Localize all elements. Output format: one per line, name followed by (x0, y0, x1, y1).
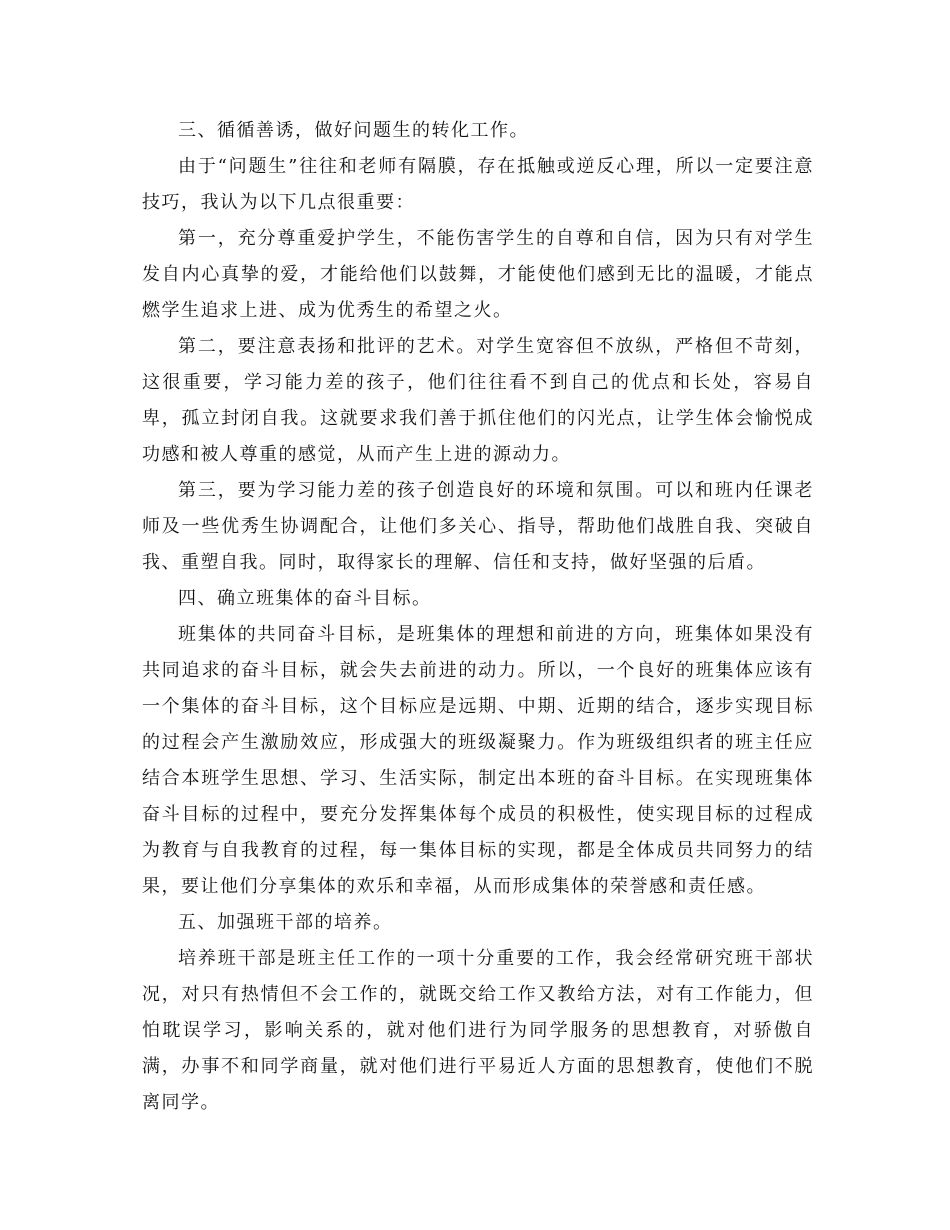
document-body (142, 113, 814, 1121)
paragraph-point-1: 第一，充分尊重爱护学生，不能伤害学生的自尊和自信，因为只有对学生发自内心真挚的爱，才能给他们以鼓舞，才能使他们感到无比的温暖，才能点燃学生追求上进、成为优秀生的希望之火。 (142, 228, 814, 321)
section-heading-3: 三、循循善诱，做好问题生的转化工作。 (178, 120, 529, 141)
paragraph-cadres: 培养班干部是班主任工作的一项十分重要的工作，我会经常研究班干部状况，对只有热情但不会工作的，就既交给工作又教给方法，对有工作能力，但怕耽误学习，影响关系的，就对他们进行为同学服务的思想教育，对骄傲自满，办事不和同学商量，就对他们进行平易近人方面的思想教育，使他们不脱离同学。 (142, 948, 814, 1113)
section-heading-5: 五、加强班干部的培养。 (178, 912, 393, 933)
section-heading-4: 四、确立班集体的奋斗目标。 (178, 588, 432, 609)
paragraph-point-3: 第三，要为学习能力差的孩子创造良好的环境和氛围。可以和班内任课老师及一些优秀生协调配合，让他们多关心、指导，帮助他们战胜自我、突破自我、重塑自我。同时，取得家长的理解、信任和支持，做好坚强的后盾。 (142, 480, 814, 573)
paragraph-point-2: 第二，要注意表扬和批评的艺术。对学生宽容但不放纵，严格但不苛刻，这很重要，学习能力差的孩子，他们往往看不到自己的优点和长处，容易自卑，孤立封闭自我。这就要求我们善于抓住他们的闪光点，让学生体会愉悦成功感和被人尊重的感觉，从而产生上进的源动力。 (142, 336, 814, 465)
paragraph-intro: 由于“问题生”往往和老师有隔膜，存在抵触或逆反心理，所以一定要注意技巧，我认为以下几点很重要： (142, 156, 814, 213)
paragraph-goals: 班集体的共同奋斗目标，是班集体的理想和前进的方向，班集体如果没有共同追求的奋斗目标，就会失去前进的动力。所以，一个良好的班集体应该有一个集体的奋斗目标，这个目标应是远期、中期、近期的结合，逐步实现目标的过程会产生激励效应，形成强大的班级凝聚力。作为班级组织者的班主任应结合本班学生思想、学习、生活实际，制定出本班的奋斗目标。在实现班集体奋斗目标的过程中，要充分发挥集体每个成员的积极性，使实现目标的过程成为教育与自我教育的过程，每一集体目标的实现，都是全体成员共同努力的结果，要让他们分享集体的欢乐和幸福，从而形成集体的荣誉感和责任感。 (142, 624, 814, 897)
